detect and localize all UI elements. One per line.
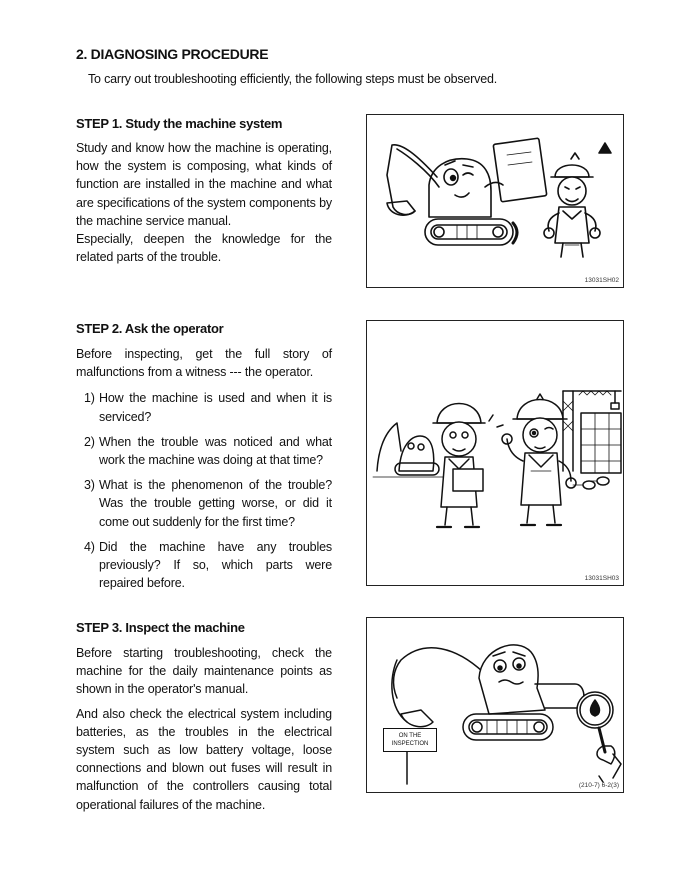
step3-figure-caption: (210-7) 6-2(3) [578, 782, 619, 789]
step1-figure-caption: 13031SH02 [584, 277, 619, 284]
step3-para2: And also check the electrical system including batteries, as the troubles in the electrical system such as low battery voltage, loose connections and blown out fuses will result in malfunction of the controllers causing total operational failures of the machine. [76, 706, 332, 812]
question-number: 1) [84, 391, 95, 406]
step3-para1: Before starting troubleshooting, check the machine for the daily maintenance points as shown in the operator's manual. [76, 646, 332, 697]
section-title: 2. DIAGNOSING PROCEDURE [76, 46, 269, 62]
step3-text [76, 644, 332, 814]
question-number: 4) [84, 539, 95, 554]
question-text: How the machine is used and when it is serviced? [99, 391, 332, 424]
question-text: When the trouble was noticed and what work the machine was doing at that time? [99, 434, 332, 468]
inspected-excavator-illustration [367, 618, 623, 792]
step2-figure [366, 320, 624, 586]
question-number: 3) [84, 478, 95, 493]
step2-figure-caption: 13031SH03 [584, 575, 619, 582]
list-item [76, 433, 332, 469]
question-text: What is the phenomenon of the trouble? Was the trouble getting worse, or did it come out suddenly for the first time? [99, 478, 332, 529]
step1-para1: Study and know how the machine is operating, how the system is composing, what kinds of function are installed in the machine and what are specifications of the system components by the machine service manual. [76, 141, 332, 228]
inspection-sign [383, 728, 437, 752]
step2-para1: Before inspecting, get the full story of malfunctions from a witness --- the operator. [76, 347, 332, 380]
question-number: 2) [84, 434, 95, 449]
step1-para2: Especially, deepen the knowledge for the related parts of the trouble. [76, 232, 332, 265]
section-intro: To carry out troubleshooting efficiently, the following steps must be observed. [88, 72, 497, 86]
question-text: Did the machine have any troubles previously? If so, which parts were repaired before. [99, 539, 332, 591]
step1-text [76, 139, 332, 266]
step2-heading: STEP 2. Ask the operator [76, 321, 224, 336]
operator-interview-illustration [367, 321, 623, 585]
step1-heading: STEP 1. Study the machine system [76, 116, 283, 131]
step2-text [76, 345, 332, 599]
list-item [76, 389, 332, 425]
list-item [76, 476, 332, 531]
excavator-with-manual-illustration [367, 115, 623, 287]
step1-figure [366, 114, 624, 288]
question-list [76, 389, 332, 592]
inspection-sign-text: ON THE INSPECTION [391, 733, 429, 747]
step3-figure [366, 617, 624, 793]
step3-heading: STEP 3. Inspect the machine [76, 620, 245, 635]
list-item [76, 538, 332, 593]
